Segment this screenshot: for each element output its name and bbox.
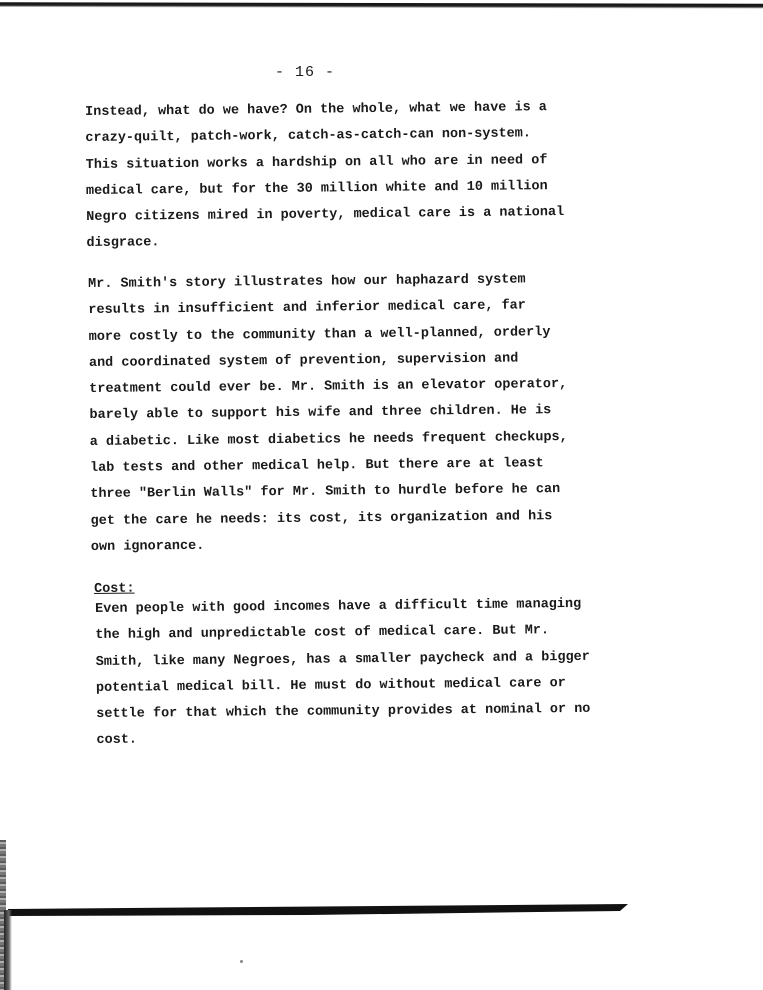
text-line: disgrace. (86, 235, 160, 252)
text-line: lab tests and other medical help. But there are at least (89, 456, 544, 477)
text-line: and coordinated system of prevention, supervision and (88, 351, 519, 371)
scan-edge-bottom-left (4, 910, 12, 990)
text-line: Instead, what do we have? On the whole, what we have is a (85, 100, 547, 120)
page-number: - 16 - (274, 64, 335, 81)
scan-speck (240, 960, 243, 963)
text-line: treatment could ever be. Mr. Smith is an elevator operator, (89, 377, 568, 398)
paragraph-1 (85, 95, 587, 258)
text-line: get the care he needs: its cost, its organization and his (90, 508, 553, 529)
text-line: three "Berlin Walls" for Mr. Smith to hurdle before he can (90, 482, 561, 503)
paragraph-cost (95, 592, 597, 755)
section-heading-cost: Cost: (94, 581, 135, 597)
text-line: results in insufficient and inferior medical care, far (88, 298, 526, 319)
text-line: Negro citizens mired in poverty, medical care is a national (86, 205, 565, 226)
text-line: cost. (96, 733, 138, 749)
text-line: settle for that which the community provides at nominal or no (96, 702, 591, 723)
text-line: the high and unpredictable cost of medical care. But Mr. (95, 623, 550, 644)
paragraph-2 (88, 267, 591, 561)
text-line: crazy-quilt, patch-work, catch-as-catch-can non-system. (85, 126, 532, 147)
text-line: Mr. Smith's story illustrates how our haphazard system (88, 272, 526, 292)
text-line: Even people with good incomes have a difficult time managing (95, 596, 582, 617)
text-line: This situation works a hardship on all who are in need of (85, 152, 548, 173)
text-line: a diabetic. Like most diabetics he needs frequent checkups, (89, 429, 568, 450)
scan-shadow-bar (8, 903, 632, 917)
top-scan-edge (0, 2, 763, 9)
text-line: barely able to support his wife and three children. He is (89, 403, 552, 424)
text-line: potential medical bill. He must do without medical care or (95, 675, 566, 696)
text-line: Smith, like many Negroes, has a smaller paycheck and a bigger (95, 649, 590, 670)
text-line: own ignorance. (90, 538, 205, 555)
text-line: more costly to the community than a well-planned, orderly (88, 324, 551, 345)
text-line: medical care, but for the 30 million white and 10 million (85, 179, 548, 199)
